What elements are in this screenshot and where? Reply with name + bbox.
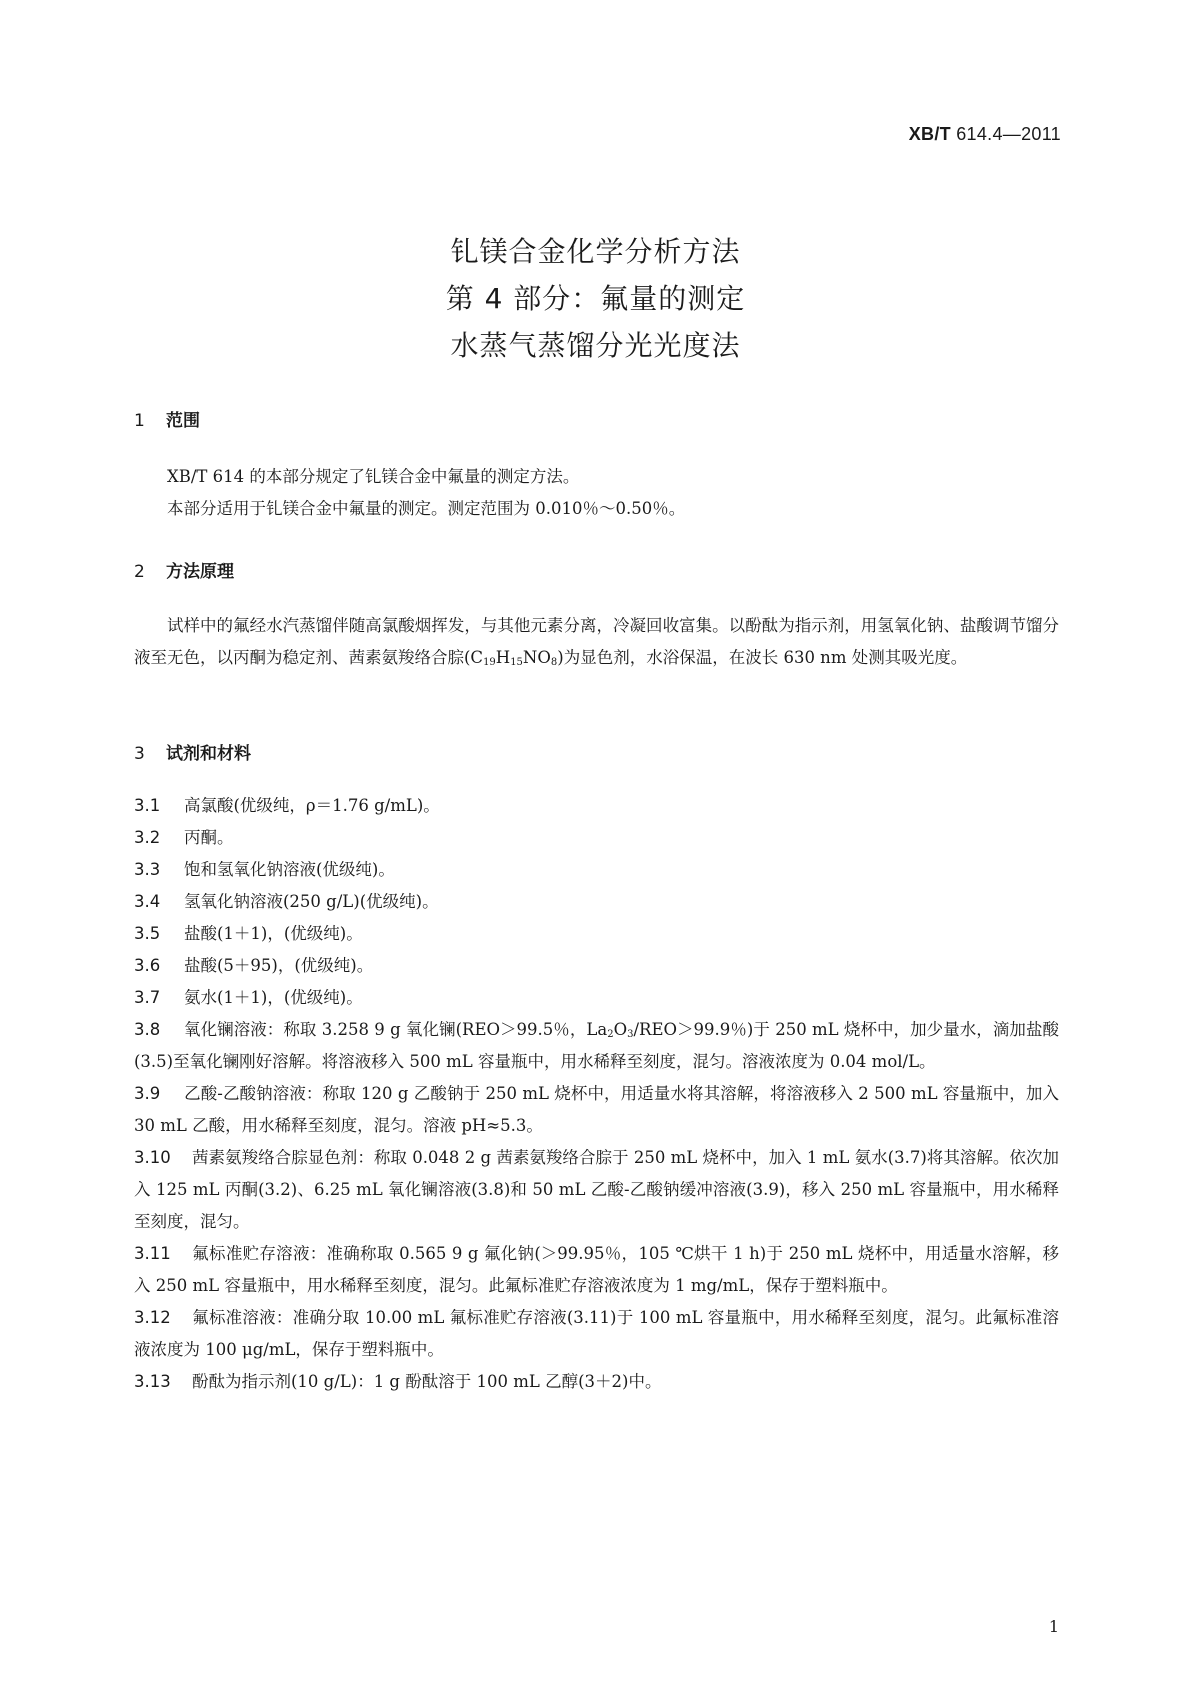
section-1-paragraph-2: 本部分适用于钆镁合金中氟量的测定。测定范围为 0.010％～0.50％。 xyxy=(167,499,686,518)
principle-text-c: NO xyxy=(522,648,551,667)
reagent-item xyxy=(134,918,1059,950)
title-line-1: 钆镁合金化学分析方法 xyxy=(450,235,741,268)
reagent-item-subscript: 2 xyxy=(607,1029,614,1040)
principle-text-d: )为显色剂，水浴保温，在波长 630 nm 处测其吸光度。 xyxy=(557,648,968,667)
reagent-item-number: 3.10 xyxy=(134,1148,171,1167)
reagent-item-text: 氟标准溶液：准确分取 10.00 mL 氟标准贮存溶液(3.11)于 100 mL 容量瓶中，用水稀释至刻度，混匀。此氟标准溶液浓度为 100 μg/mL，保存于塑料瓶中。 xyxy=(134,1308,1059,1359)
reagent-item xyxy=(134,1078,1059,1142)
principle-sub-h: 15 xyxy=(510,657,523,668)
principle-sub-c: 19 xyxy=(483,657,496,668)
reagent-item-text: 盐酸(1＋1)，(优级纯)。 xyxy=(184,924,363,943)
reagent-item-number: 3.4 xyxy=(134,892,161,911)
reagent-item-number: 3.7 xyxy=(134,988,161,1007)
reagent-item-text: 氢氧化钠溶液(250 g/L)(优级纯)。 xyxy=(184,892,439,911)
reagent-item-subscript: 3 xyxy=(627,1029,634,1040)
section-2-heading xyxy=(134,557,234,582)
document-title xyxy=(0,228,1191,369)
reagent-item-number: 3.2 xyxy=(134,828,161,847)
reagent-item xyxy=(134,854,1059,886)
standard-code xyxy=(909,124,1061,145)
standard-code-number: 614.4—2011 xyxy=(950,124,1061,144)
reagent-item-number: 3.13 xyxy=(134,1372,171,1391)
page-number: 1 xyxy=(1048,1617,1059,1636)
section-2-paragraph xyxy=(134,610,1059,674)
reagent-item-number: 3.9 xyxy=(134,1084,161,1103)
section-2-number: 2 xyxy=(134,562,145,582)
reagent-item-text: 茜素氨羧络合腙显色剂：称取 0.048 2 g 茜素氨羧络合腙于 250 mL 烧杯中，加入 1 mL 氨水(3.7)将其溶解。依次加入 125 mL 丙酮(3.2)、6.25 mL 氧化镧溶液(3.8)和 50 mL 乙酸-乙酸钠缓冲溶液(3.9)，移入 250 mL 容量瓶中，用水稀释至刻度，混匀。 xyxy=(134,1148,1059,1231)
title-line-3: 水蒸气蒸馏分光光度法 xyxy=(450,329,741,362)
reagent-item xyxy=(134,790,1059,822)
section-1-heading xyxy=(134,406,200,431)
reagent-item-number: 3.12 xyxy=(134,1308,171,1327)
reagent-item xyxy=(134,982,1059,1014)
principle-text-a: 试样中的氟经水汽蒸馏伴随高氯酸烟挥发，与其他元素分离，冷凝回收富集。以酚酞为指示剂，用氢氧化钠、盐酸调节馏分液至无色，以丙酮为稳定剂、茜素氨羧络合腙(C xyxy=(134,616,1059,667)
reagent-item xyxy=(134,1142,1059,1238)
reagent-item-text: 高氯酸(优级纯，ρ＝1.76 g/mL)。 xyxy=(184,796,440,815)
section-3-heading xyxy=(134,739,251,764)
section-3-title: 试剂和材料 xyxy=(166,744,251,764)
section-1-title: 范围 xyxy=(166,411,200,431)
section-2-title: 方法原理 xyxy=(166,562,234,582)
reagent-item-text: 氨水(1＋1)，(优级纯)。 xyxy=(184,988,363,1007)
reagent-item xyxy=(134,1014,1059,1078)
reagent-item-text: 氟标准贮存溶液：准确称取 0.565 9 g 氟化钠(＞99.95％，105 ℃烘干 1 h)于 250 mL 烧杯中，用适量水溶解，移入 250 mL 容量瓶中，用水稀释至刻度，混匀。此氟标准贮存溶液浓度为 1 mg/mL，保存于塑料瓶中。 xyxy=(134,1244,1059,1295)
reagent-item-number: 3.11 xyxy=(134,1244,171,1263)
principle-sub-o: 8 xyxy=(550,657,558,668)
reagent-item-number: 3.1 xyxy=(134,796,161,815)
reagent-item-text: 盐酸(5＋95)，(优级纯)。 xyxy=(184,956,374,975)
reagent-item-number: 3.6 xyxy=(134,956,161,975)
reagent-item xyxy=(134,886,1059,918)
section-1-number: 1 xyxy=(134,411,145,431)
reagent-item-text: 氧化镧溶液：称取 3.258 9 g 氧化镧(REO＞99.5％，La xyxy=(184,1020,608,1039)
section-3-number: 3 xyxy=(134,744,145,764)
section-1-paragraph-1: XB/T 614 的本部分规定了钆镁合金中氟量的测定方法。 xyxy=(167,467,580,486)
reagent-item xyxy=(134,822,1059,854)
reagent-item-text: 饱和氢氧化钠溶液(优级纯)。 xyxy=(184,860,395,879)
reagent-item xyxy=(134,1302,1059,1366)
reagent-item xyxy=(134,1238,1059,1302)
reagent-item-text: O xyxy=(613,1020,628,1039)
standard-code-prefix: XB/T xyxy=(908,124,951,144)
reagent-item-text: /REO＞99.9％)于 250 mL 烧杯中，加少量水，滴加盐酸(3.5)至氧化镧刚好溶解。将溶液移入 500 mL 容量瓶中，用水稀释至刻度，混匀。溶液浓度为 0.04 mol/L。 xyxy=(134,1020,1059,1071)
reagent-item-number: 3.8 xyxy=(134,1020,161,1039)
reagent-item-number: 3.5 xyxy=(134,924,161,943)
principle-text-b: H xyxy=(495,648,511,667)
title-line-2: 第 4 部分：氟量的测定 xyxy=(445,282,746,315)
reagent-item-text: 乙酸-乙酸钠溶液：称取 120 g 乙酸钠于 250 mL 烧杯中，用适量水将其溶解，将溶液移入 2 500 mL 容量瓶中，加入 30 mL 乙酸，用水稀释至刻度，混匀。溶液 pH≈5.3。 xyxy=(134,1084,1059,1135)
reagent-item xyxy=(134,950,1059,982)
reagent-item-text: 丙酮。 xyxy=(184,828,234,847)
reagent-list xyxy=(134,790,1059,1398)
reagent-item xyxy=(134,1366,1059,1398)
reagent-item-number: 3.3 xyxy=(134,860,161,879)
reagent-item-text: 酚酞为指示剂(10 g/L)：1 g 酚酞溶于 100 mL 乙醇(3＋2)中。 xyxy=(192,1372,662,1391)
